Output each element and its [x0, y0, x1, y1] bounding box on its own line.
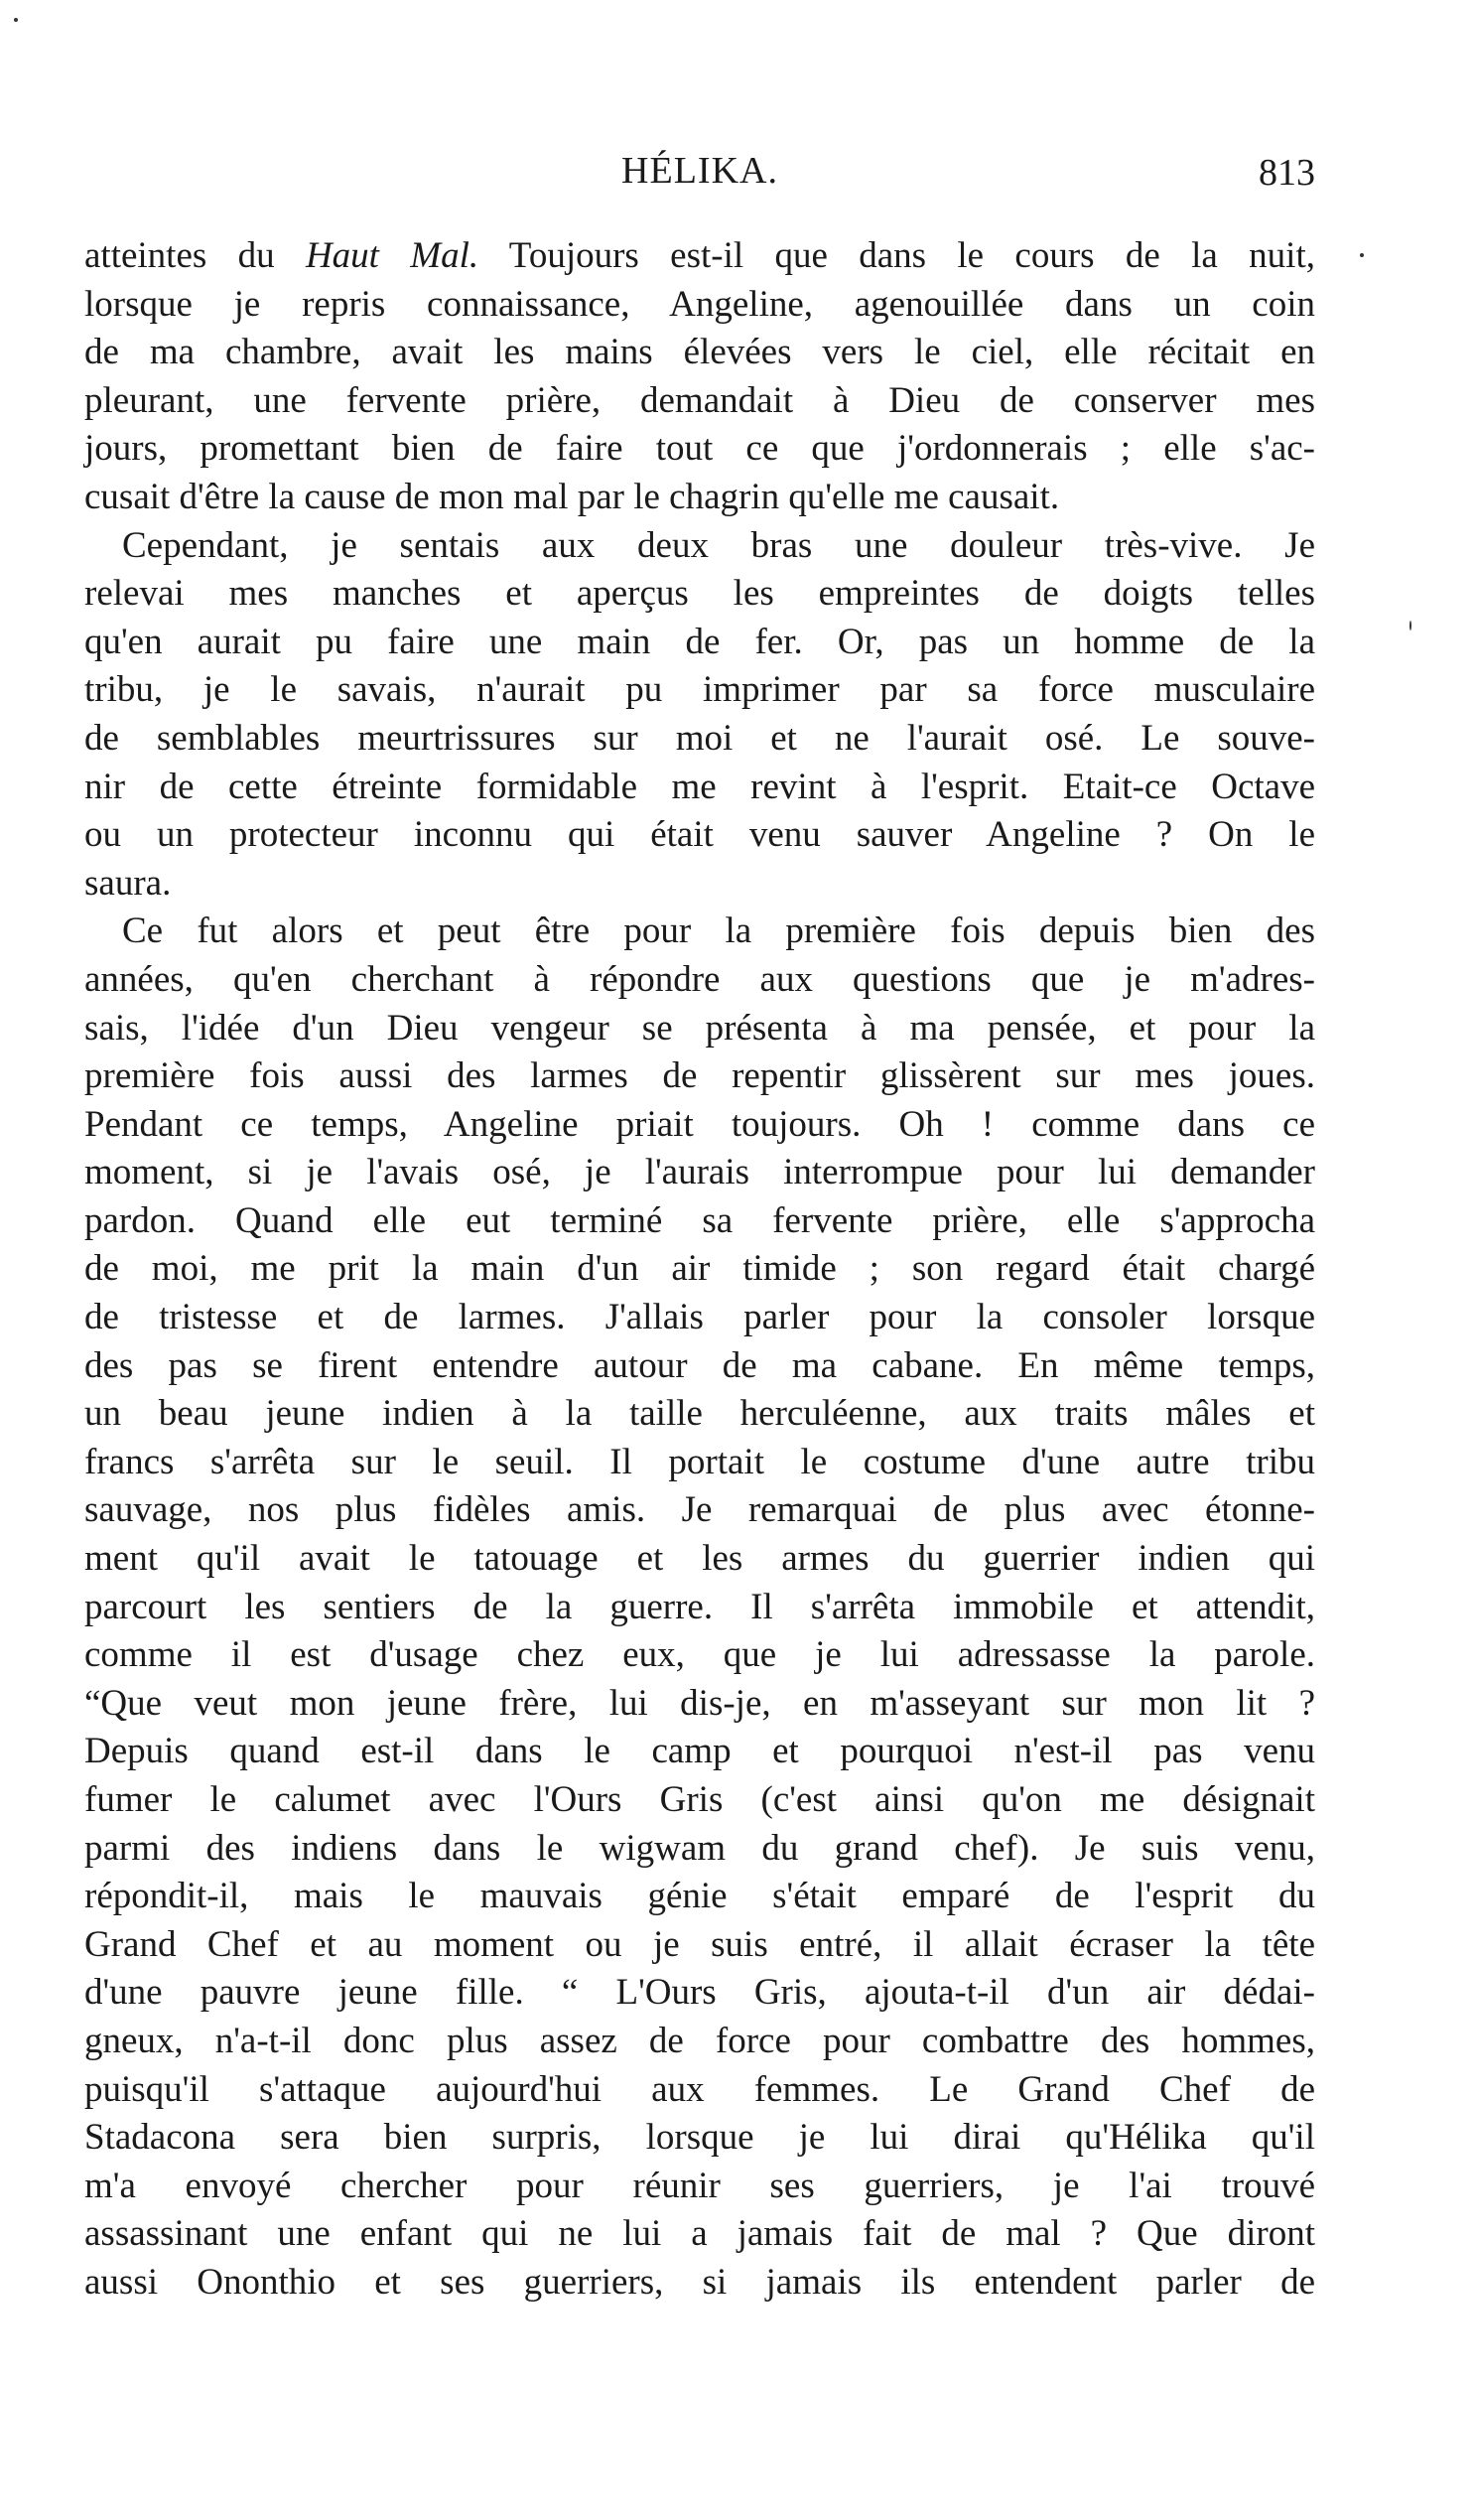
- text-line: de ma chambre, avait les mains élevées vers le ciel, elle récitait en: [84, 332, 1315, 373]
- text-line: nir de cette étreinte formidable me revint à l'esprit. Etait-ce Octave: [84, 766, 1315, 807]
- text-line: de tristesse et de larmes. J'allais parler pour la consoler lorsque: [84, 1297, 1315, 1338]
- text-line: Pendant ce temps, Angeline priait toujours. Oh ! comme dans ce: [84, 1103, 1315, 1145]
- text-line: Stadacona sera bien surpris, lorsque je lui dirai qu'Hélika qu'il: [84, 2117, 1315, 2159]
- text-line: d'une pauvre jeune fille. “ L'Ours Gris, ajouta-t-il d'un air dédai-: [84, 1972, 1315, 2014]
- text-line: cusait d'être la cause de mon mal par le chagrin qu'elle me causait.: [84, 476, 1060, 517]
- text-line: ou un protecteur inconnu qui était venu sauver Angeline ? On le: [84, 814, 1315, 856]
- text-line: répondit-il, mais le mauvais génie s'était emparé de l'esprit du: [84, 1876, 1315, 1917]
- text-line: parcourt les sentiers de la guerre. Il s'arrêta immobile et attendit,: [84, 1586, 1315, 1627]
- text-line: Cependant, je sentais aux deux bras une douleur très-vive. Je: [122, 524, 1315, 566]
- text-line: assassinant une enfant qui ne lui a jamais fait de mal ? Que diront: [84, 2213, 1315, 2255]
- text-line: “Que veut mon jeune frère, lui dis-je, en m'asseyant sur mon lit ?: [84, 1682, 1315, 1724]
- text-line: moment, si je l'avais osé, je l'aurais interrompue pour lui demander: [84, 1152, 1315, 1193]
- text-line: sauvage, nos plus fidèles amis. Je remarquai de plus avec étonne-: [84, 1489, 1315, 1531]
- text-line: lorsque je repris connaissance, Angeline, agenouillée dans un coin: [84, 283, 1315, 325]
- text-line: francs s'arrêta sur le seuil. Il portait le costume d'une autre tribu: [84, 1441, 1315, 1482]
- text-line: comme il est d'usage chez eux, que je lui adressasse la parole.: [84, 1634, 1315, 1676]
- text-line: Grand Chef et au moment ou je suis entré, il allait écraser la tête: [84, 1923, 1315, 1965]
- ink-speck: [1409, 621, 1411, 630]
- text-line: fumer le calumet avec l'Ours Gris (c'est ainsi qu'on me désignait: [84, 1779, 1315, 1820]
- page-header: [84, 149, 1315, 205]
- text-line: pardon. Quand elle eut terminé sa fervente prière, elle s'approcha: [84, 1199, 1315, 1241]
- text-line: tribu, je le savais, n'aurait pu imprimer par sa force musculaire: [84, 669, 1315, 711]
- text-line: pleurant, une fervente prière, demandait à Dieu de conserver mes: [84, 379, 1315, 421]
- ink-speck: [1360, 253, 1364, 257]
- text-line: un beau jeune indien à la taille herculéenne, aux traits mâles et: [84, 1393, 1315, 1435]
- text-line: qu'en aurait pu faire une main de fer. Or, pas un homme de la: [84, 621, 1315, 662]
- emphasis-text: Haut Mal.: [305, 235, 479, 276]
- text-line: saura.: [84, 862, 172, 904]
- body-text: [84, 232, 1315, 2308]
- text-line: gneux, n'a-t-il donc plus assez de force pour combattre des hommes,: [84, 2020, 1315, 2061]
- text-line: m'a envoyé chercher pour réunir ses guerriers, je l'ai trouvé: [84, 2165, 1315, 2206]
- text-line: de moi, me prit la main d'un air timide ; son regard était chargé: [84, 1248, 1315, 1290]
- text-line: puisqu'il s'attaque aujourd'hui aux femmes. Le Grand Chef de: [84, 2068, 1315, 2110]
- text-line: Ce fut alors et peut être pour la première fois depuis bien des: [122, 910, 1315, 952]
- text-line: jours, promettant bien de faire tout ce que j'ordonnerais ; elle s'ac-: [84, 428, 1315, 470]
- page-number: 813: [1259, 152, 1315, 194]
- text-line: première fois aussi des larmes de repentir glissèrent sur mes joues.: [84, 1055, 1315, 1097]
- text-line: Depuis quand est-il dans le camp et pourquoi n'est-il pas venu: [84, 1731, 1315, 1772]
- text-line: ment qu'il avait le tatouage et les armes du guerrier indien qui: [84, 1538, 1315, 1580]
- text-line: sais, l'idée d'un Dieu vengeur se présenta à ma pensée, et pour la: [84, 1007, 1315, 1049]
- text-line: relevai mes manches et aperçus les empreintes de doigts telles: [84, 573, 1315, 615]
- text-line: des pas se firent entendre autour de ma cabane. En même temps,: [84, 1344, 1315, 1386]
- text-line: atteintes du Haut Mal. Toujours est-il que dans le cours de la nuit,: [84, 235, 1315, 276]
- running-title: HÉLIKA.: [621, 150, 778, 192]
- text-line: aussi Ononthio et ses guerriers, si jamais ils entendent parler de: [84, 2261, 1315, 2303]
- text-line: parmi des indiens dans le wigwam du grand chef). Je suis venu,: [84, 1827, 1315, 1869]
- text-line: années, qu'en cherchant à répondre aux questions que je m'adres-: [84, 958, 1315, 1000]
- text-line: de semblables meurtrissures sur moi et ne l'aurait osé. Le souve-: [84, 717, 1315, 759]
- ink-speck: [14, 18, 18, 22]
